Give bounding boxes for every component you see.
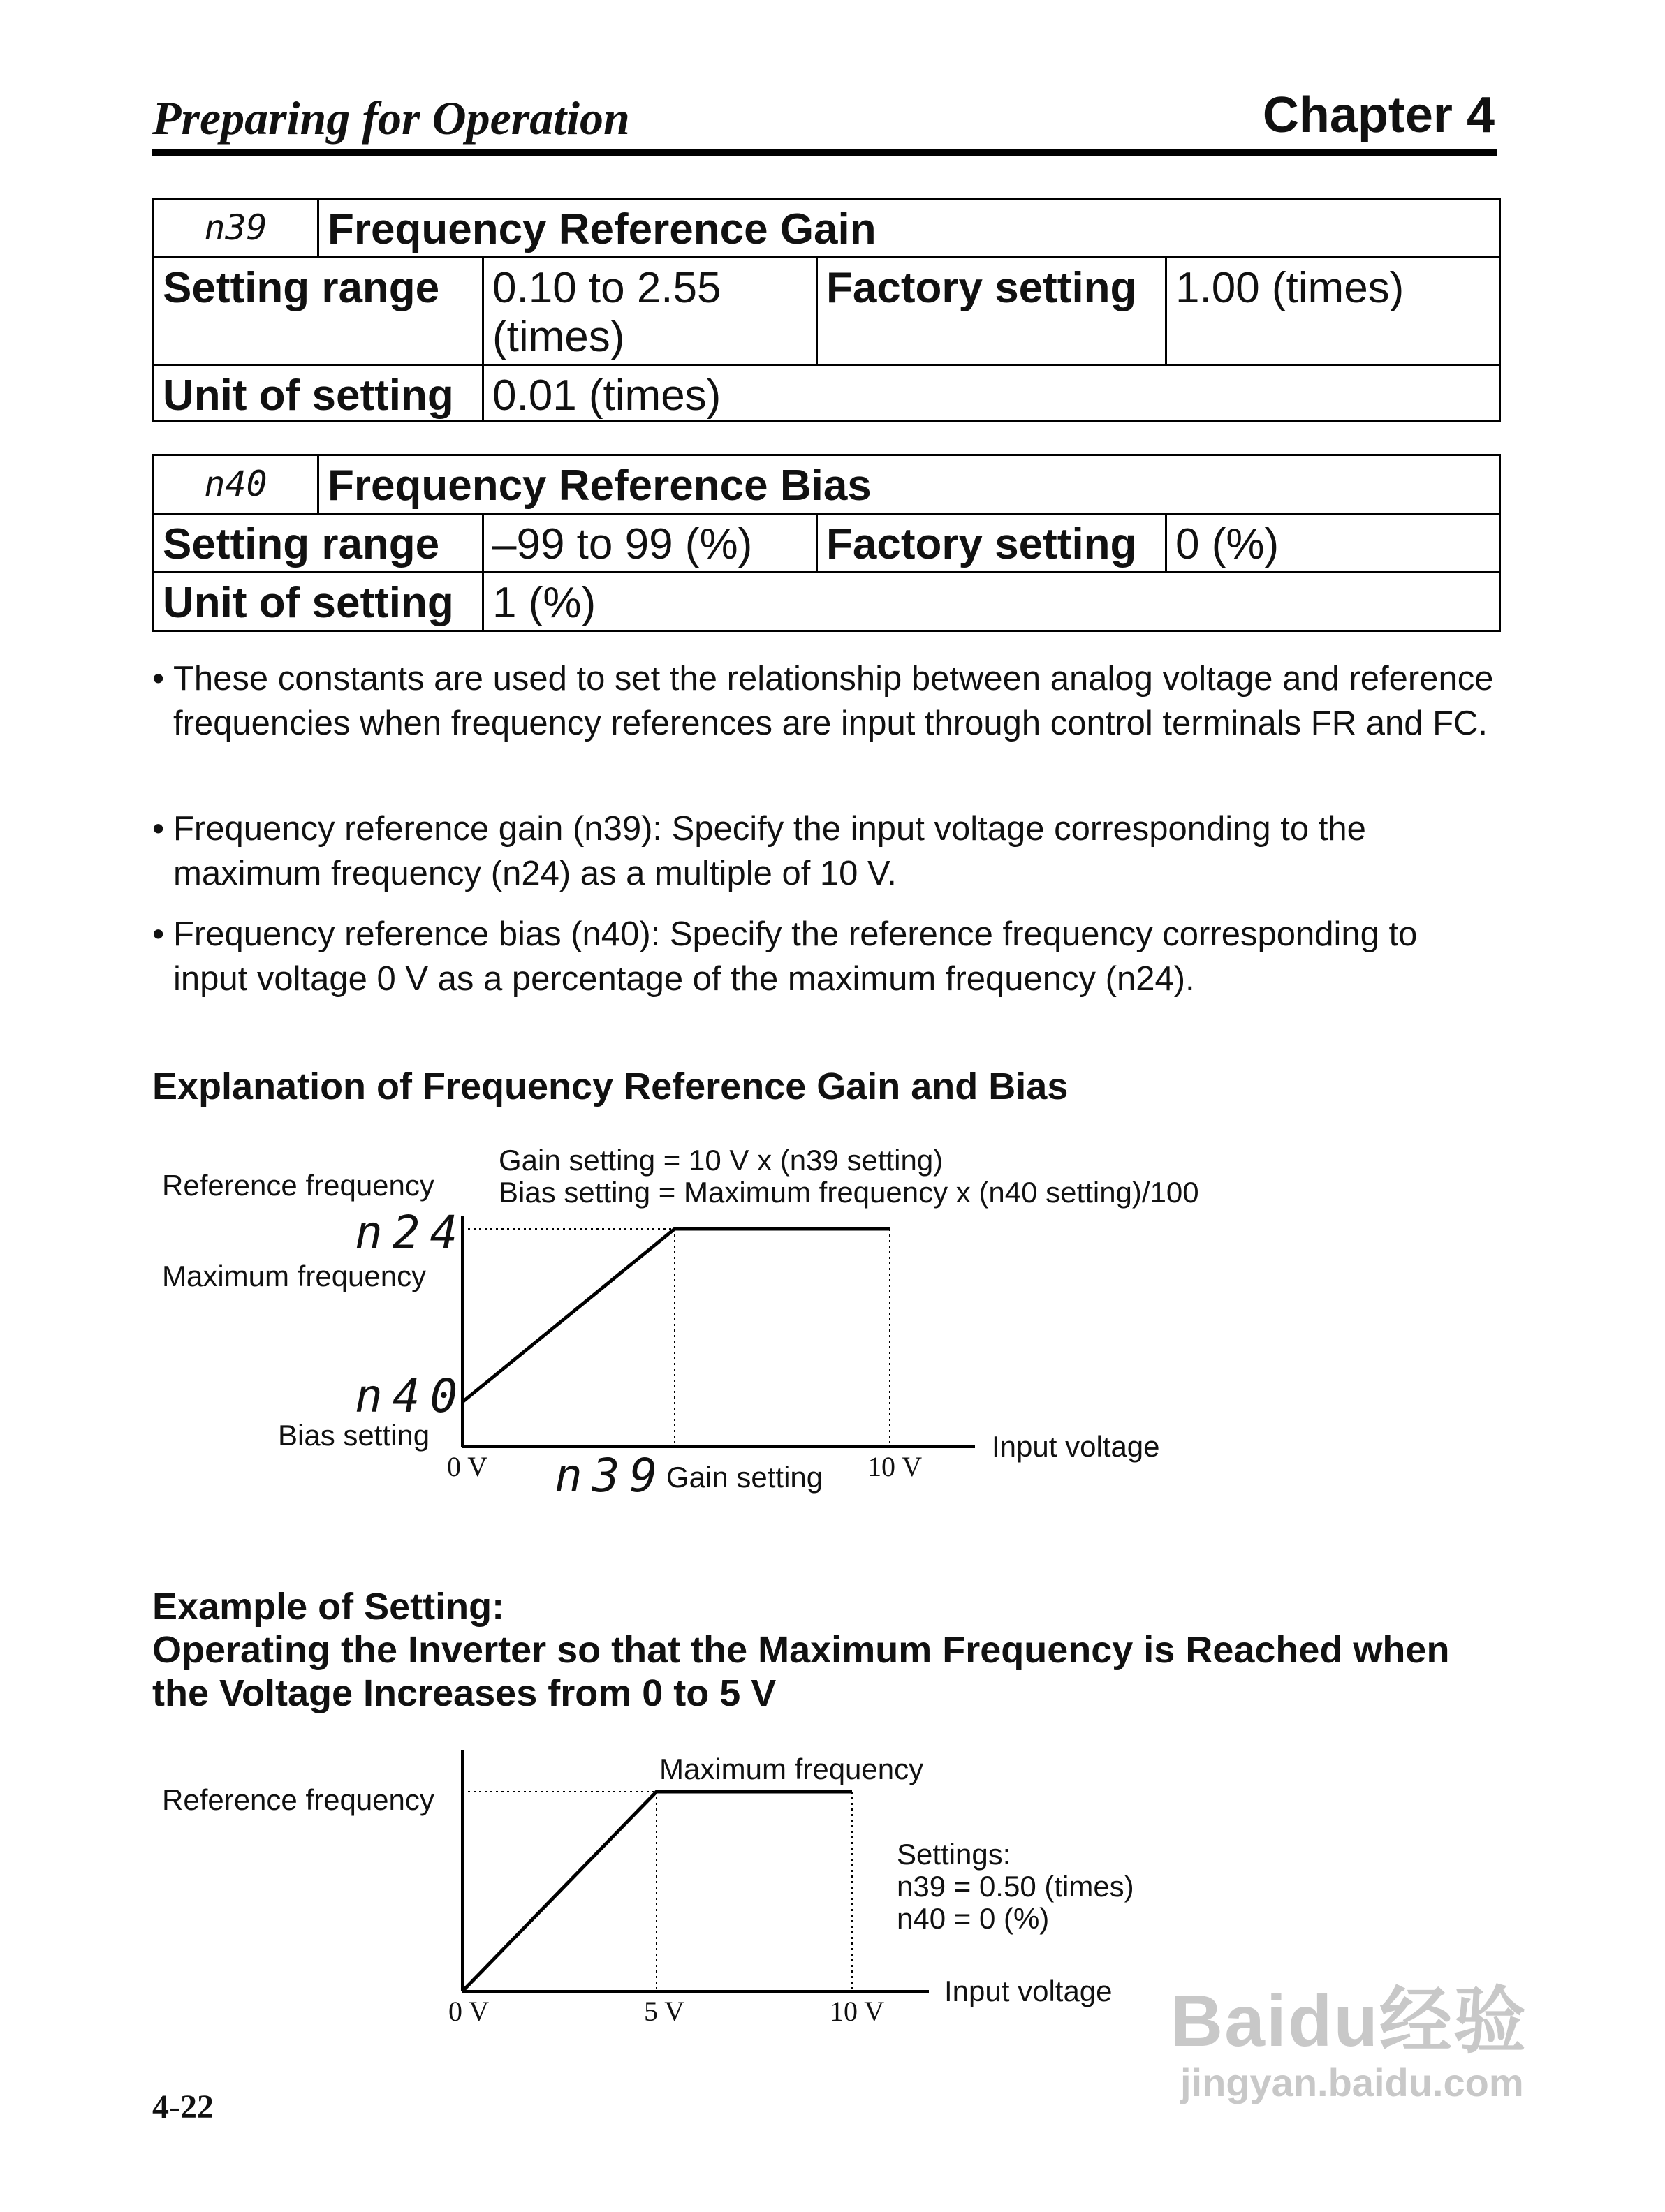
- param-code: n40: [154, 455, 318, 514]
- x-axis-label: Input voltage: [992, 1430, 1160, 1463]
- x-axis-label: Input voltage: [944, 1975, 1113, 2007]
- factory-setting-label: Factory setting: [817, 514, 1166, 573]
- settings-n40: n40 = 0 (%): [897, 1902, 1050, 1935]
- watermark: [1171, 1948, 1562, 2116]
- factory-setting-value: 1.00 (times): [1166, 258, 1500, 365]
- x-five-label: 5 V: [644, 1996, 685, 2027]
- bullet-text: Frequency reference bias (n40): Specify the reference frequency corresponding to input voltage 0 V as a percentage of the maximum frequency (n24).: [173, 915, 1418, 998]
- formula-gain: Gain setting = 10 V x (n39 setting): [499, 1144, 944, 1177]
- unit-value: 0.01 (times): [483, 365, 1500, 422]
- example-line-3: the Voltage Increases from 0 to 5 V: [152, 1672, 777, 1714]
- max-frequency-label: Maximum frequency: [659, 1753, 924, 1785]
- example-line-1: Example of Setting:: [152, 1586, 505, 1628]
- param-code: n39: [154, 199, 318, 258]
- bullet-text: These constants are used to set the relationship between analog voltage and reference frequencies when frequency references are input through control terminals FR and FC.: [173, 660, 1494, 742]
- factory-setting-value: 0 (%): [1166, 514, 1500, 573]
- setting-range-value: 0.10 to 2.55 (times): [483, 258, 817, 365]
- bullet-text: Frequency reference gain (n39): Specify the input voltage corresponding to the maximum frequency (n24) as a multiple of 10 V.: [173, 810, 1366, 892]
- unit-value: 1 (%): [483, 573, 1500, 631]
- x-zero-label: 0 V: [447, 1451, 488, 1482]
- settings-title: Settings:: [897, 1838, 1011, 1871]
- setting-range-label: Setting range: [154, 514, 483, 573]
- section-heading-gain-bias: Explanation of Frequency Reference Gain and Bias: [152, 1066, 1069, 1107]
- x-ten-label: 10 V: [830, 1996, 885, 2027]
- settings-n39: n39 = 0.50 (times): [897, 1870, 1134, 1903]
- unit-label: Unit of setting: [154, 573, 483, 631]
- section-title: Preparing for Operation: [152, 91, 630, 145]
- formula-bias: Bias setting = Maximum frequency x (n40 setting)/100: [499, 1176, 1199, 1209]
- y-axis-label: Reference frequency: [162, 1169, 434, 1202]
- bullet-icon: •: [152, 915, 165, 953]
- page-number: 4-22: [152, 2088, 214, 2125]
- chapter-label: Chapter 4: [1262, 87, 1495, 143]
- frequency-curve: [462, 1229, 890, 1402]
- max-frequency-label: Maximum frequency: [162, 1260, 427, 1292]
- param-title: Frequency Reference Gain: [318, 199, 1500, 258]
- param-title: Frequency Reference Bias: [318, 455, 1500, 514]
- unit-label: Unit of setting: [154, 365, 483, 422]
- x-ten-label: 10 V: [867, 1451, 923, 1482]
- n39-code: n39: [555, 1449, 668, 1503]
- gain-bias-diagram: [162, 1144, 1199, 1503]
- n24-code: n24: [355, 1206, 468, 1260]
- x-zero-label: 0 V: [448, 1996, 490, 2027]
- gain-setting-label: Gain setting: [666, 1461, 823, 1494]
- n40-code: n40: [355, 1369, 468, 1423]
- watermark-brand: Baidu经验: [1171, 1981, 1527, 2062]
- y-axis-label: Reference frequency: [162, 1783, 434, 1816]
- bullet-icon: •: [152, 810, 165, 848]
- setting-range-value: –99 to 99 (%): [483, 514, 817, 573]
- bias-setting-label: Bias setting: [278, 1419, 430, 1452]
- setting-range-label: Setting range: [154, 258, 483, 365]
- example-line-2: Operating the Inverter so that the Maximum Frequency is Reached when: [152, 1629, 1450, 1671]
- example-diagram: [162, 1750, 1134, 2027]
- factory-setting-label: Factory setting: [817, 258, 1166, 365]
- watermark-url: jingyan.baidu.com: [1180, 2060, 1524, 2104]
- bullet-icon: •: [152, 660, 165, 698]
